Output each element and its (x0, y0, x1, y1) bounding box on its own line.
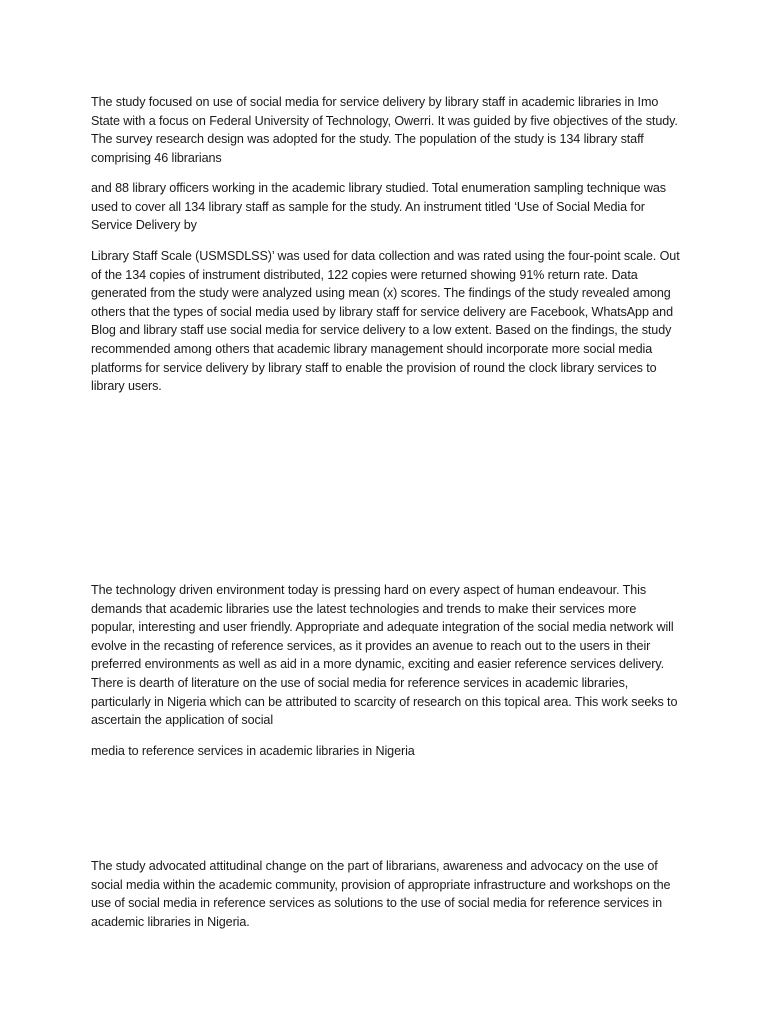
abstract-paragraph-1: The study focused on use of social media for service delivery by library staff in academic libraries in Imo State with a focus on Federal University of Technology, Owerri. It was guided by five objectives of the study. The survey research design was adopted for the study. The population of the study is 134 library staff comprising 46 librarians (91, 95, 678, 165)
introduction-paragraph: The technology driven environment today is pressing hard on every aspect of human endeavour. This demands that academic libraries use the latest technologies and trends to make their services more popular, interesting and user friendly. Appropriate and adequate integration of the social media network will evolve in the recasting of reference services, as it provides an avenue to reach out to the users in their preferred environments as well as aid in a more dynamic, exciting and easier reference services delivery. There is dearth of literature on the use of social media for reference services in academic libraries, particularly in Nigeria which can be attributed to scarcity of research on this topical area. This work seeks to ascertain the application of social (91, 583, 678, 728)
introduction-continuation: media to reference services in academic libraries in Nigeria (91, 744, 415, 758)
conclusion-paragraph: The study advocated attitudinal change on the part of librarians, awareness and advocacy on the use of social media within the academic community, provision of appropriate infrastructure and workshops on the use of social media in reference services as solutions to the use of social media for reference services in academic libraries in Nigeria. (91, 859, 671, 929)
abstract-paragraph-3: Library Staff Scale (USMSDLSS)’ was used for data collection and was rated using the four-point scale. Out of the 134 copies of instrument distributed, 122 copies were returned showing 91% return rate. Data generated from the study were analyzed using mean (x) scores. The findings of the study revealed among others that the types of social media used by library staff for service delivery are Facebook, WhatsApp and Blog and library staff use social media for service delivery to a low extent. Based on the findings, the study recommended among others that academic library management should incorporate more social media platforms for service delivery by library staff to enable the provision of round the clock library services to library users. (91, 249, 680, 394)
abstract-paragraph-2: and 88 library officers working in the academic library studied. Total enumeration sampling technique was used to cover all 134 library staff as sample for the study. An instrument titled ‘Use of Social Media for Service Delivery by (91, 181, 666, 233)
